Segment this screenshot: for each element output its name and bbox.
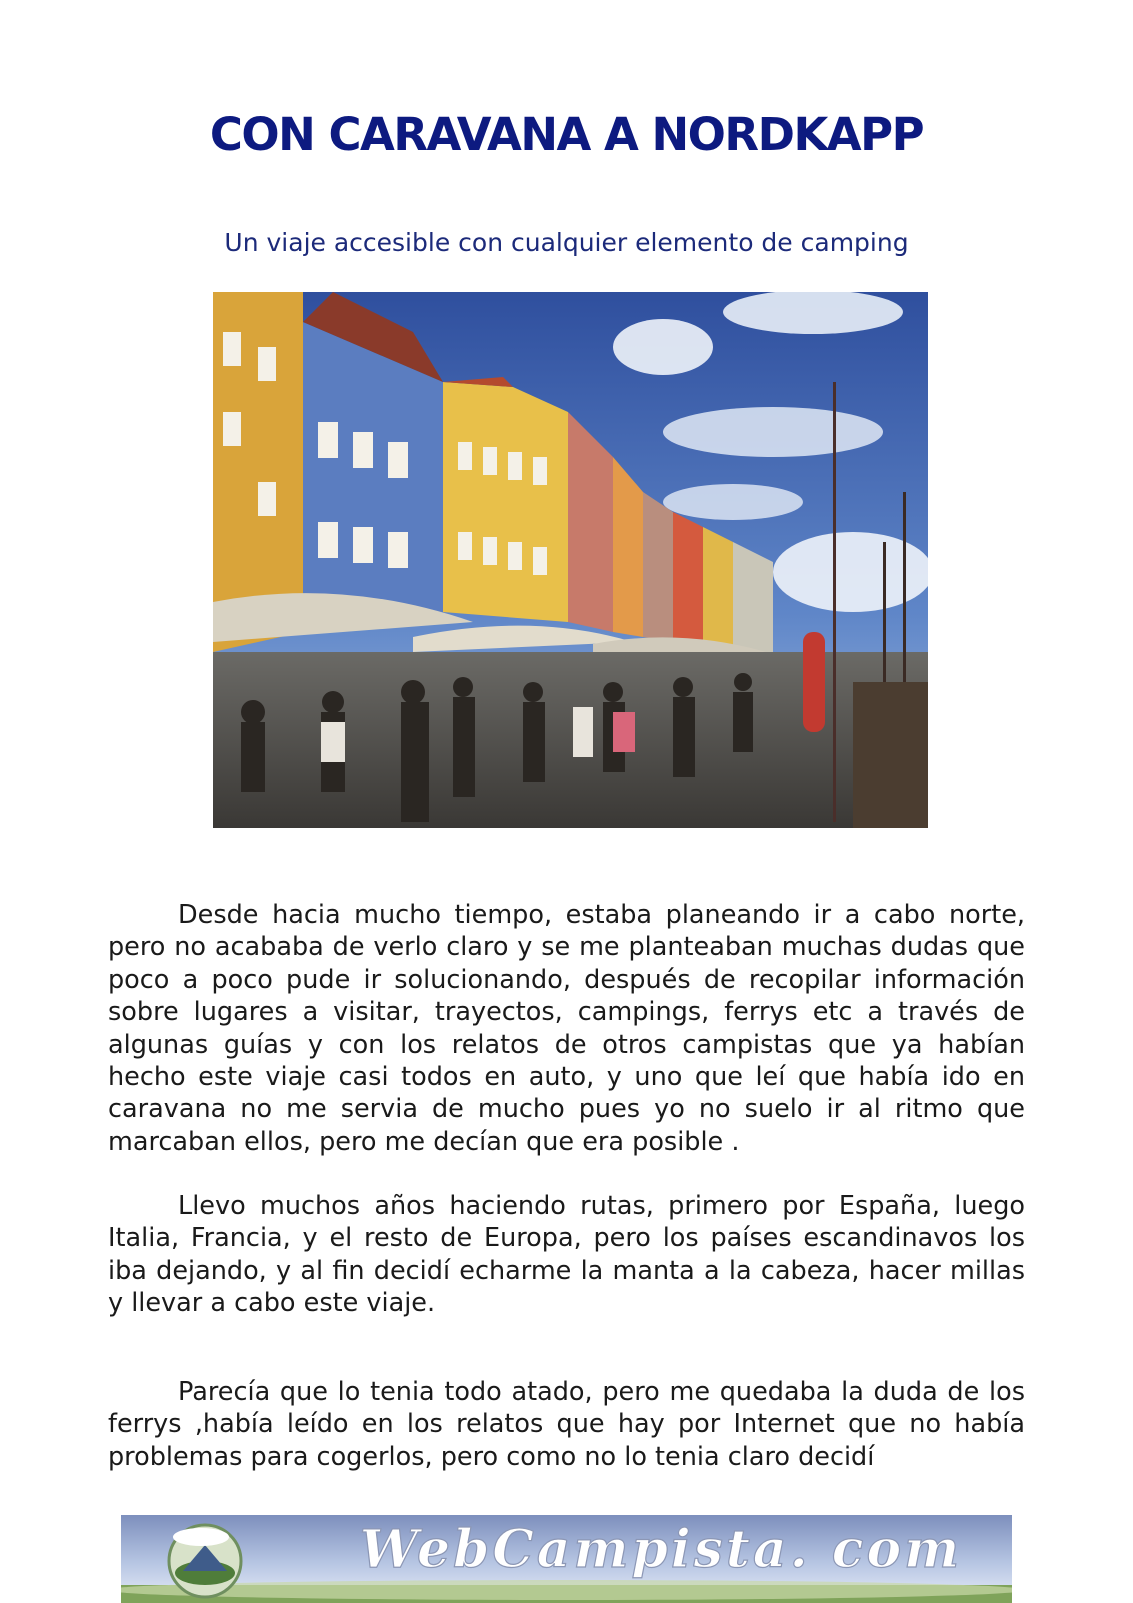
page-title: CON CARAVANA A NORDKAPP (209, 108, 924, 161)
body-paragraph-2: Llevo muchos años haciendo rutas, primero por España, luego Italia, Francia, y el resto de Europa, pero los países escandinavos los iba dejando, y al fin decidí echarme la manta a la cabeza, hacer millas y llevar a cabo este viaje. (108, 1191, 1025, 1319)
body-paragraph-3: Parecía que lo tenia todo atado, pero me quedaba la duda de los ferrys ,había leído en los relatos que hay por Internet que no había problemas para cogerlos, pero como no lo tenia claro decidí (108, 1377, 1025, 1472)
body-paragraph-1: Desde hacia mucho tiempo, estaba planeando ir a cabo norte, pero no acababa de verlo claro y se me planteaban muchas dudas que poco a poco pude ir solucionando, después de recopilar información sobre lugares a visitar, trayectos, campings, ferrys etc a través de algunas guías y con los relatos de otros campistas que ya habían hecho este viaje casi todos en auto, y uno que leí que había ido en caravana no me servia de mucho pues yo no suelo ir al ritmo que marcaban ellos, pero me decían que era posible . (108, 900, 1025, 1157)
webcampista-banner (121, 1515, 1012, 1603)
webcampista-logo-text: WebCampista. com (359, 1519, 963, 1580)
page-subtitle: Un viaje accesible con cualquier elemento de camping (224, 228, 909, 257)
nyhavn-harbor-photo (213, 292, 928, 828)
campsite-logo-icon (169, 1525, 241, 1597)
